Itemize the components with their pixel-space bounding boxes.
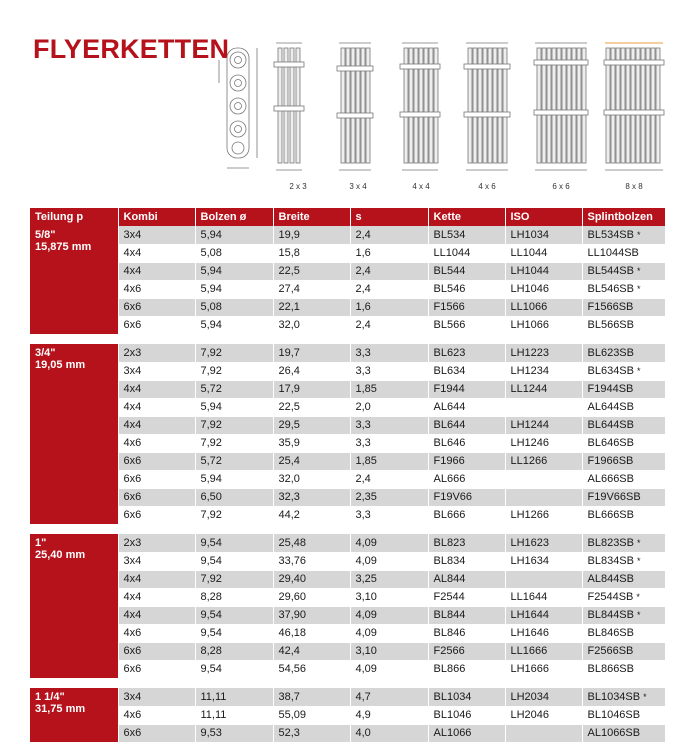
- cell-kette: BL623: [428, 344, 505, 362]
- cell-s: 4,09: [350, 534, 428, 552]
- splint-value: BL544SB: [587, 265, 634, 277]
- cell-breite: 26,4: [273, 362, 350, 380]
- splint-value: F1944SB: [587, 383, 634, 395]
- footnote-star: *: [636, 229, 641, 240]
- cell-iso: LH1034: [505, 226, 582, 244]
- cell-iso: LH2046: [505, 706, 582, 724]
- cell-iso: LH1244: [505, 416, 582, 434]
- cell-splint: [582, 244, 665, 262]
- cell-kombi: 4x4: [118, 416, 195, 434]
- cell-kette: F2544: [428, 588, 505, 606]
- footnote-star: *: [636, 556, 641, 566]
- cell-s: 2,4: [350, 470, 428, 488]
- cell-kette: AL644: [428, 398, 505, 416]
- cell-s: 1,85: [350, 380, 428, 398]
- cell-iso: LL1066: [505, 298, 582, 316]
- cell-breite: 29,60: [273, 588, 350, 606]
- cell-s: 3,10: [350, 588, 428, 606]
- cell-kette: BL866: [428, 660, 505, 678]
- cell-bolzen: 9,54: [195, 534, 273, 552]
- cell-kette: BL1034: [428, 688, 505, 706]
- diagram-label-4x4: 4 x 4: [412, 182, 430, 191]
- footnote-star: *: [636, 610, 641, 620]
- table-row: [30, 380, 665, 398]
- cell-s: 3,3: [350, 362, 428, 380]
- cell-s: 1,6: [350, 298, 428, 316]
- cell-kombi: 6x6: [118, 506, 195, 524]
- col-header-breite: Breite: [273, 208, 350, 226]
- cell-s: 3,25: [350, 570, 428, 588]
- cell-breite: 42,4: [273, 642, 350, 660]
- cell-iso: LH1066: [505, 316, 582, 334]
- cell-kombi: 3x4: [118, 226, 195, 244]
- cell-splint: [582, 226, 665, 244]
- cell-breite: 29,40: [273, 570, 350, 588]
- cell-kombi: 4x6: [118, 280, 195, 298]
- splint-value: BL846SB: [587, 627, 634, 639]
- cell-breite: 32,0: [273, 316, 350, 334]
- footnote-star: *: [636, 537, 641, 548]
- table-row: [30, 226, 665, 244]
- cell-iso: LH1634: [505, 552, 582, 570]
- cell-splint: [582, 724, 665, 742]
- cell-bolzen: 6,50: [195, 488, 273, 506]
- table-row: [30, 570, 665, 588]
- page-title: FLYERKETTEN: [33, 34, 230, 64]
- pitch-mm: 25,40 mm: [35, 549, 86, 561]
- cell-iso: [505, 398, 582, 416]
- splint-value: BL623SB: [587, 346, 634, 359]
- cell-kette: BL844: [428, 606, 505, 624]
- cell-splint: [582, 488, 665, 506]
- pitch-inch: 5/8": [35, 229, 56, 241]
- cell-s: 4,9: [350, 706, 428, 724]
- cell-breite: 32,3: [273, 488, 350, 506]
- cell-breite: 29,5: [273, 416, 350, 434]
- table-body: [30, 226, 665, 742]
- cell-s: 1,85: [350, 452, 428, 470]
- cell-bolzen: 9,53: [195, 724, 273, 742]
- cell-kombi: 4x4: [118, 380, 195, 398]
- cell-bolzen: 7,92: [195, 416, 273, 434]
- cell-iso: LH1223: [505, 344, 582, 362]
- cell-kombi: 3x4: [118, 688, 195, 706]
- pitch-inch: 1 1/4": [35, 691, 65, 703]
- cell-kette: AL1066: [428, 724, 505, 742]
- cell-kette: BL834: [428, 552, 505, 570]
- cell-splint: [582, 506, 665, 524]
- splint-value: BL634SB: [587, 365, 634, 377]
- splint-value: BL566SB: [587, 319, 634, 331]
- pitch-mm: 19,05 mm: [35, 359, 86, 371]
- group-spacer: [30, 524, 665, 534]
- splint-value: BL644SB: [587, 419, 634, 431]
- splint-value: F19V66SB: [587, 491, 641, 503]
- cell-kette: BL1046: [428, 706, 505, 724]
- cell-kombi: 2x3: [118, 344, 195, 362]
- cell-kette: AL844: [428, 570, 505, 588]
- table-row: [30, 316, 665, 334]
- cell-breite: 35,9: [273, 434, 350, 452]
- table-row: [30, 606, 665, 624]
- cell-bolzen: 11,11: [195, 688, 273, 706]
- cell-kette: BL634: [428, 362, 505, 380]
- chain-2x3-diagram: [270, 38, 310, 178]
- cell-splint: [582, 416, 665, 434]
- cell-bolzen: 7,92: [195, 434, 273, 452]
- cell-breite: 38,7: [273, 688, 350, 706]
- cell-s: 1,6: [350, 244, 428, 262]
- cell-bolzen: 7,92: [195, 344, 273, 362]
- cell-kette: F2566: [428, 642, 505, 660]
- cell-iso: LH1046: [505, 280, 582, 298]
- table-row: [30, 642, 665, 660]
- group-spacer: [30, 678, 665, 688]
- pitch-inch: 1": [35, 537, 47, 549]
- splint-value: AL666SB: [587, 473, 634, 485]
- cell-s: 4,0: [350, 724, 428, 742]
- footnote-star: *: [636, 284, 641, 294]
- table-row: [30, 298, 665, 316]
- table-header-row: [30, 208, 665, 226]
- cell-breite: 55,09: [273, 706, 350, 724]
- table-row: [30, 244, 665, 262]
- cell-s: 2,4: [350, 226, 428, 244]
- cell-kombi: 4x4: [118, 588, 195, 606]
- cell-kette: F1944: [428, 380, 505, 398]
- col-header-splintbolzen: Splintbolzen: [582, 208, 665, 226]
- pitch-cell: [30, 534, 118, 678]
- splint-value: BL834SB: [587, 555, 634, 567]
- cell-splint: [582, 588, 665, 606]
- cell-bolzen: 8,28: [195, 642, 273, 660]
- table-row: [30, 434, 665, 452]
- splint-value: F1966SB: [587, 455, 634, 467]
- cell-kombi: 4x6: [118, 434, 195, 452]
- chain-4x6-diagram: [463, 38, 511, 178]
- footnote-star: *: [636, 266, 641, 276]
- cell-breite: 22,5: [273, 262, 350, 280]
- splint-value: AL1066SB: [587, 727, 641, 739]
- diagram-label-6x6: 6 x 6: [552, 182, 570, 191]
- chain-8x8-diagram: [603, 38, 665, 178]
- table-row: [30, 552, 665, 570]
- cell-bolzen: 7,92: [195, 506, 273, 524]
- cell-breite: 15,8: [273, 244, 350, 262]
- cell-bolzen: 9,54: [195, 606, 273, 624]
- cell-bolzen: 9,54: [195, 624, 273, 642]
- splint-value: AL844SB: [587, 573, 634, 585]
- table-row: [30, 416, 665, 434]
- cell-splint: [582, 452, 665, 470]
- cell-kette: BL646: [428, 434, 505, 452]
- cell-kombi: 2x3: [118, 534, 195, 552]
- cell-kette: BL534: [428, 226, 505, 244]
- cell-s: 4,09: [350, 624, 428, 642]
- cell-breite: 37,90: [273, 606, 350, 624]
- col-header-bolzen: Bolzen ø: [195, 208, 273, 226]
- cell-iso: [505, 470, 582, 488]
- cell-iso: LH1666: [505, 660, 582, 678]
- splint-value: BL534SB: [587, 228, 634, 241]
- cell-kette: BL644: [428, 416, 505, 434]
- cell-breite: 25,4: [273, 452, 350, 470]
- diagram-label-3x4: 3 x 4: [349, 182, 367, 191]
- cell-kombi: 6x6: [118, 724, 195, 742]
- cell-kette: BL846: [428, 624, 505, 642]
- cell-iso: LH1044: [505, 262, 582, 280]
- cell-kette: BL546: [428, 280, 505, 298]
- diagram-label-8x8: 8 x 8: [625, 182, 643, 191]
- cell-bolzen: 9,54: [195, 660, 273, 678]
- cell-kombi: 4x6: [118, 706, 195, 724]
- cell-iso: LH1644: [505, 606, 582, 624]
- cell-splint: [582, 470, 665, 488]
- cell-iso: LL1666: [505, 642, 582, 660]
- cell-iso: LL1044: [505, 244, 582, 262]
- splint-value: BL1034SB: [587, 690, 641, 703]
- cell-s: 2,4: [350, 262, 428, 280]
- cell-s: 4,09: [350, 552, 428, 570]
- col-header-kette: Kette: [428, 208, 505, 226]
- table-row: [30, 706, 665, 724]
- col-header-teilung: Teilung p: [30, 208, 118, 226]
- cell-bolzen: 5,94: [195, 316, 273, 334]
- cell-kette: F1566: [428, 298, 505, 316]
- cell-iso: LH1246: [505, 434, 582, 452]
- cell-kombi: 6x6: [118, 316, 195, 334]
- cell-iso: LL1244: [505, 380, 582, 398]
- cell-breite: 52,3: [273, 724, 350, 742]
- cell-iso: [505, 488, 582, 506]
- cell-splint: [582, 362, 665, 380]
- cell-bolzen: 5,94: [195, 262, 273, 280]
- table-row: [30, 624, 665, 642]
- diagram-label-2x3: 2 x 3: [289, 182, 307, 191]
- splint-value: LL1044SB: [587, 247, 639, 259]
- table-row: [30, 470, 665, 488]
- cell-s: 3,3: [350, 434, 428, 452]
- cell-s: 3,3: [350, 416, 428, 434]
- cell-s: 2,35: [350, 488, 428, 506]
- cell-splint: [582, 534, 665, 552]
- cell-breite: 27,4: [273, 280, 350, 298]
- cell-kombi: 4x4: [118, 262, 195, 280]
- cell-kombi: 6x6: [118, 642, 195, 660]
- cell-kombi: 6x6: [118, 488, 195, 506]
- table-row: [30, 398, 665, 416]
- chain-spec-table: [30, 208, 666, 743]
- pitch-mm: 15,875 mm: [35, 241, 92, 253]
- cell-breite: 44,2: [273, 506, 350, 524]
- splint-value: BL666SB: [587, 509, 634, 521]
- cell-bolzen: 5,94: [195, 398, 273, 416]
- cell-kombi: 6x6: [118, 470, 195, 488]
- cell-bolzen: 5,72: [195, 452, 273, 470]
- cell-s: 3,3: [350, 344, 428, 362]
- cell-kombi: 3x4: [118, 552, 195, 570]
- cell-s: 2,0: [350, 398, 428, 416]
- table-row: [30, 262, 665, 280]
- cell-breite: 22,5: [273, 398, 350, 416]
- table-row: [30, 362, 665, 380]
- chain-3x4-diagram: [335, 38, 375, 178]
- col-header-iso: ISO: [505, 208, 582, 226]
- cell-iso: LH2034: [505, 688, 582, 706]
- splint-value: BL866SB: [587, 663, 634, 675]
- footnote-star: *: [636, 366, 641, 376]
- cell-kette: LL1044: [428, 244, 505, 262]
- cell-breite: 19,7: [273, 344, 350, 362]
- cell-s: 2,4: [350, 316, 428, 334]
- table-row: [30, 724, 665, 742]
- cell-iso: LH1234: [505, 362, 582, 380]
- chain-4x4-diagram: [398, 38, 442, 178]
- col-header-kombi: Kombi: [118, 208, 195, 226]
- cell-s: 4,09: [350, 606, 428, 624]
- cell-kombi: 3x4: [118, 362, 195, 380]
- cell-breite: 33,76: [273, 552, 350, 570]
- cell-breite: 32,0: [273, 470, 350, 488]
- table-row: [30, 534, 665, 552]
- cell-bolzen: 9,54: [195, 552, 273, 570]
- cell-bolzen: 5,08: [195, 244, 273, 262]
- cell-splint: [582, 570, 665, 588]
- cell-kombi: 4x6: [118, 624, 195, 642]
- cell-bolzen: 8,28: [195, 588, 273, 606]
- cell-splint: [582, 380, 665, 398]
- chain-side-view-diagram: [215, 38, 265, 178]
- cell-splint: [582, 262, 665, 280]
- cell-splint: [582, 606, 665, 624]
- table-row: [30, 452, 665, 470]
- cell-bolzen: 5,08: [195, 298, 273, 316]
- cell-breite: 25,48: [273, 534, 350, 552]
- cell-breite: 54,56: [273, 660, 350, 678]
- cell-bolzen: 5,94: [195, 226, 273, 244]
- cell-splint: [582, 660, 665, 678]
- splint-value: F2544SB: [587, 591, 634, 603]
- cell-kombi: 4x4: [118, 398, 195, 416]
- pitch-cell: [30, 226, 118, 334]
- chain-diagrams: [215, 38, 665, 198]
- cell-iso: LH1623: [505, 534, 582, 552]
- pitch-cell: [30, 688, 118, 742]
- cell-iso: LL1644: [505, 588, 582, 606]
- cell-bolzen: 5,94: [195, 470, 273, 488]
- pitch-mm: 31,75 mm: [35, 703, 86, 715]
- cell-splint: [582, 398, 665, 416]
- cell-breite: 19,9: [273, 226, 350, 244]
- col-header-s: s: [350, 208, 428, 226]
- cell-splint: [582, 552, 665, 570]
- cell-breite: 22,1: [273, 298, 350, 316]
- chain-6x6-diagram: [533, 38, 589, 178]
- splint-value: F1566SB: [587, 301, 634, 313]
- cell-s: 4,09: [350, 660, 428, 678]
- cell-kette: AL666: [428, 470, 505, 488]
- table-row: [30, 280, 665, 298]
- splint-value: AL644SB: [587, 401, 634, 413]
- cell-bolzen: 5,72: [195, 380, 273, 398]
- splint-value: BL546SB: [587, 283, 634, 295]
- cell-bolzen: 7,92: [195, 570, 273, 588]
- cell-kette: BL666: [428, 506, 505, 524]
- cell-kombi: 6x6: [118, 452, 195, 470]
- table-row: [30, 660, 665, 678]
- cell-splint: [582, 298, 665, 316]
- cell-splint: [582, 434, 665, 452]
- cell-kombi: 6x6: [118, 298, 195, 316]
- pitch-inch: 3/4": [35, 347, 56, 359]
- cell-s: 4,7: [350, 688, 428, 706]
- cell-splint: [582, 280, 665, 298]
- cell-iso: [505, 570, 582, 588]
- cell-breite: 17,9: [273, 380, 350, 398]
- cell-bolzen: 7,92: [195, 362, 273, 380]
- cell-kombi: 4x4: [118, 606, 195, 624]
- cell-kette: BL823: [428, 534, 505, 552]
- footnote-star: *: [643, 691, 647, 702]
- footnote-star: *: [636, 592, 640, 602]
- cell-kombi: 6x6: [118, 660, 195, 678]
- cell-splint: [582, 706, 665, 724]
- group-spacer: [30, 334, 665, 344]
- cell-kombi: 4x4: [118, 570, 195, 588]
- cell-splint: [582, 624, 665, 642]
- cell-s: 3,10: [350, 642, 428, 660]
- cell-bolzen: 5,94: [195, 280, 273, 298]
- cell-iso: LL1266: [505, 452, 582, 470]
- table-row: [30, 506, 665, 524]
- cell-s: 3,3: [350, 506, 428, 524]
- diagram-label-4x6: 4 x 6: [478, 182, 496, 191]
- splint-value: BL823SB: [587, 536, 634, 549]
- splint-value: BL1046SB: [587, 709, 641, 721]
- cell-bolzen: 11,11: [195, 706, 273, 724]
- cell-kette: F19V66: [428, 488, 505, 506]
- cell-kette: BL544: [428, 262, 505, 280]
- cell-splint: [582, 344, 665, 362]
- table-row: [30, 688, 665, 706]
- cell-iso: [505, 724, 582, 742]
- table-row: [30, 488, 665, 506]
- table-row: [30, 588, 665, 606]
- cell-breite: 46,18: [273, 624, 350, 642]
- cell-splint: [582, 688, 665, 706]
- cell-s: 2,4: [350, 280, 428, 298]
- cell-kombi: 4x4: [118, 244, 195, 262]
- splint-value: F2566SB: [587, 645, 634, 657]
- cell-iso: LH1266: [505, 506, 582, 524]
- cell-iso: LH1646: [505, 624, 582, 642]
- cell-kette: F1966: [428, 452, 505, 470]
- cell-kette: BL566: [428, 316, 505, 334]
- pitch-cell: [30, 344, 118, 524]
- splint-value: BL646SB: [587, 437, 634, 449]
- table-row: [30, 344, 665, 362]
- cell-splint: [582, 642, 665, 660]
- splint-value: BL844SB: [587, 609, 634, 621]
- cell-splint: [582, 316, 665, 334]
